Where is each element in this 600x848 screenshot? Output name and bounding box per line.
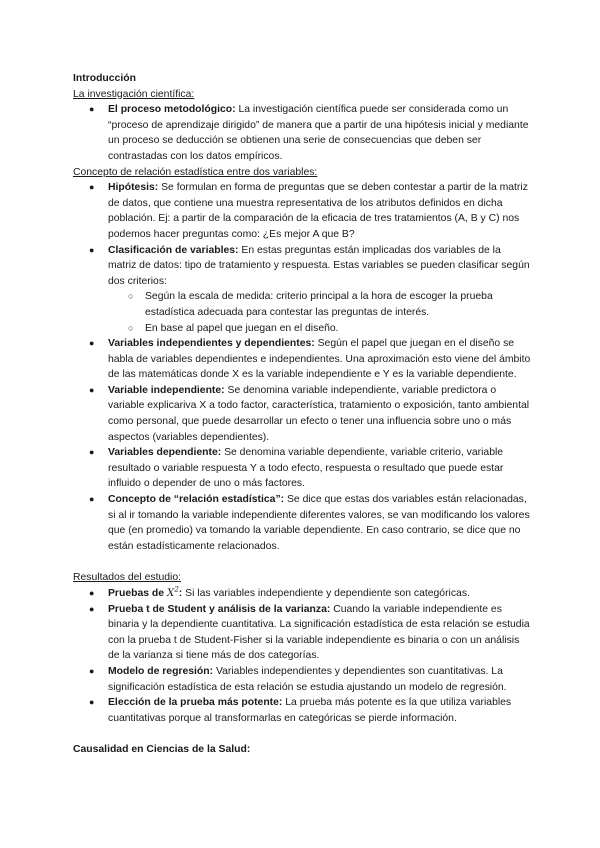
- bullet-list-relacion: [73, 180, 531, 554]
- chi-square-symbol: $X^2$: [166, 585, 179, 599]
- section-title-introduccion: Introducción: [73, 73, 136, 84]
- item-label: Pruebas de $X^2$:: [108, 585, 183, 599]
- list-item: [108, 695, 531, 726]
- item-text: Si las variables independiente y dependiente son categóricas.: [182, 588, 470, 599]
- item-text: La investigación científica puede ser considerada como un “proceso de aprendizaje dirigido” de manera que a partir de una hipótesis inicial y mediante un proceso se deducción se obtienen una serie de consecuencias que deben ser contrastadas con los datos empíricos.: [108, 104, 529, 162]
- sub-list-item: ○ Según la escala de medida: criterio principal a la hora de escoger la prueba estadística adecuada para contestar las preguntas de interés.: [145, 289, 531, 320]
- item-label: Hipótesis:: [108, 182, 159, 194]
- subtitle-investigacion: La investigación científica:: [73, 88, 195, 100]
- spacer: [73, 554, 531, 570]
- item-label: Variables dependiente:: [108, 447, 222, 459]
- list-item: [108, 243, 531, 337]
- item-label: El proceso metodológico:: [108, 104, 236, 116]
- spacer: [73, 726, 531, 742]
- item-text: La prueba más potente es la que utiliza variables cuantitativas porque al transformarlas en categóricas se pierde información.: [108, 697, 512, 724]
- list-item: [108, 336, 531, 383]
- bullet-list-intro: [73, 102, 531, 164]
- item-label: Modelo de regresión:: [108, 665, 214, 677]
- item-text: En estas preguntas están implicadas dos variables de la matriz de datos: tipo de tratamiento y respuesta. Estas variables se pueden clasificar según dos criterios:: [108, 244, 530, 287]
- item-label: Variables independientes y dependientes:: [108, 338, 315, 350]
- section-title-causalidad: Causalidad en Ciencias de la Salud:: [73, 744, 251, 756]
- item-text: Se denomina variable independiente, variable predictora o variable explicariva X a todo factor, característica, tratamiento o exposición, tanto ambiental como personal, que puede desarrollar un efecto o tener una influencia sobre uno o más aspectos (variables dependientes).: [108, 384, 530, 443]
- list-item: [108, 445, 531, 492]
- list-item: [108, 492, 531, 554]
- item-text: Se dice que estas dos variables están relacionadas, si al ir tomando la variable independiente diferentes valores, se van modificando los valores que (en promedio) va tomando la variable dependiente. En caso contrario, se dice que no están estadísticamente relacionados.: [108, 494, 530, 552]
- item-label: Clasificación de variables:: [108, 244, 239, 256]
- bullet-list-resultados: [73, 586, 531, 726]
- list-item: [108, 602, 531, 664]
- list-item: [108, 383, 531, 445]
- item-text: Según el papel que juegan en el diseño se habla de variables dependientes e independientes. Una aproximación esto viene del ámbito de las matemáticas donde X es la variable independiente e Y es la variable dependiente.: [108, 338, 531, 381]
- item-label: Prueba t de Student y análisis de la varianza:: [108, 603, 331, 615]
- sub-list-item: ○ En base al papel que juegan en el diseño.: [145, 321, 531, 337]
- subtitle-resultados: Resultados del estudio:: [73, 572, 182, 584]
- item-text: Cuando la variable independiente es binaria y la dependiente cuantitativa. La significación estadística de esta relación se estudia con la prueba t de Student-Fisher si la variable independiente es binaria o con un análisis de la varianza si tiene más de dos categorías.: [108, 603, 530, 662]
- item-label: Elección de la prueba más potente:: [108, 697, 283, 709]
- item-label: Concepto de “relación estadística”:: [108, 494, 285, 506]
- list-item: [108, 664, 531, 695]
- sub-bullet-list: [108, 289, 531, 336]
- item-text: Variables independientes y dependientes son cuantitativas. La significación estadística de esta relación se estudia ajustando un modelo de regresión.: [108, 665, 507, 693]
- item-text: Se formulan en forma de preguntas que se deben contestar a partir de la matriz de datos, que contiene una muestra representativa de los atributos definidos en dicha población. Ej: a partir de la comparación de la eficacia de tres tratamientos (A, B y C) nos podemos hacer preguntas como: ¿Es mejor A que B?: [108, 182, 528, 240]
- list-item: [108, 586, 531, 602]
- document-page: [73, 71, 531, 758]
- item-label: Variable independiente:: [108, 384, 225, 396]
- item-text: Se denomina variable dependiente, variable criterio, variable resultado o variable respuesta Y a todo efecto, respuesta o resultado que puede estar influido o depender de uno o más factores.: [108, 447, 504, 490]
- list-item: [108, 180, 531, 242]
- list-item: [108, 102, 531, 164]
- subtitle-relacion: Concepto de relación estadística entre dos variables:: [73, 166, 318, 178]
